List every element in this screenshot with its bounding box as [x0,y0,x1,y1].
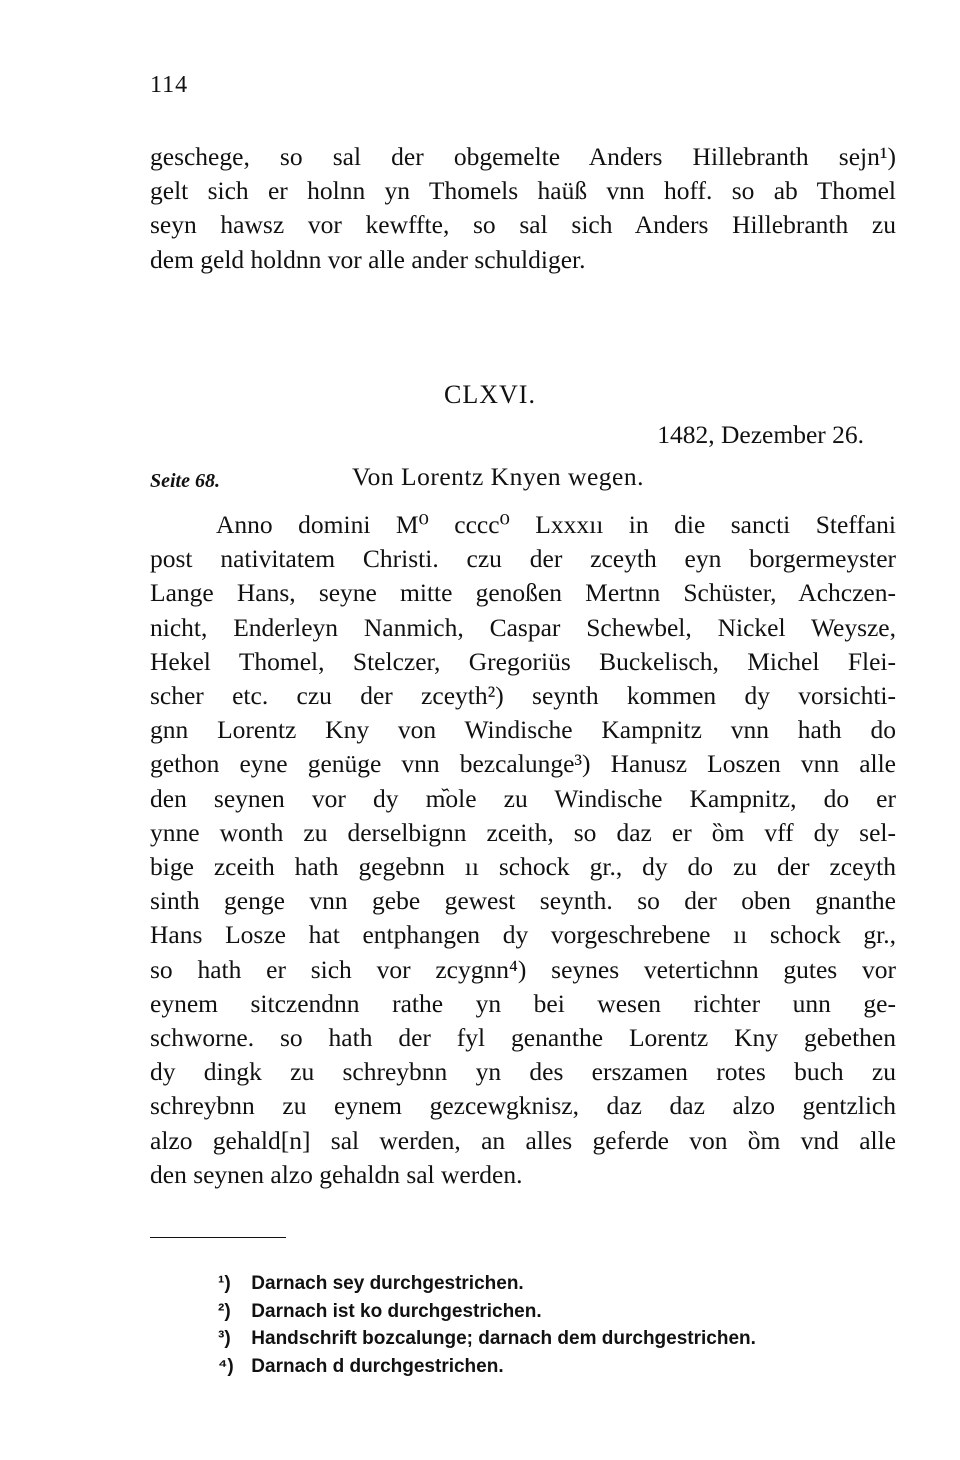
footnote [218,1298,756,1326]
footnotes [218,1270,756,1380]
text-line: eynem sitczendnn rathe yn bei wesen richter unn ge- [150,988,896,1018]
text-line: dy dingk zu schreybnn yn des erszamen rotes buch zu [150,1057,896,1087]
footnote-text: Darnach d durchgestrichen. [251,1355,504,1377]
text-line: Hekel Thomel, Stelczer, Gregoriüs Buckelisch, Michel Flei- [150,646,896,676]
text-line: Lange Hans, seyne mitte genoßen Mertnn Schüster, Achczen- [150,578,896,608]
footnote-text: Darnach sey durchgestrichen. [251,1273,524,1294]
text-line: post nativitatem Christi. czu der zceyth eyn borgermeyster [150,544,896,574]
footnote-marker: ³) [218,1328,231,1349]
page-number: 114 [150,72,189,98]
text-line: sinth genge vnn gebe gewest seynth. so der oben gnanthe [150,886,896,916]
text-line: schreybnn zu eynem gezcewgknisz, daz daz alzo gentzlich [150,1091,896,1121]
text-line: bige zceith hath gegebnn ıı schock gr., dy do zu der zceyth [150,852,896,882]
section-date: 1482, Dezember 26. [657,420,864,449]
text-line: gethon eyne genüge vnn bezcalunge³) Hanusz Loszen vnn alle [150,749,896,779]
footnote-marker: ¹) [218,1273,231,1294]
text-line: so hath er sich vor zcygnn⁴) seynes vetertichnn gutes vor [150,954,896,984]
footnote-text: Handschrift bozcalunge; darnach dem durchgestrichen. [251,1328,756,1349]
text-line: Hans Losze hat entphangen dy vorgeschrebene ıı schock gr., [150,920,896,950]
text-line: gelt sich er holnn yn Thomels haüß vnn hoff. so ab Thomel [150,176,896,206]
text-line: geschege, so sal der obgemelte Anders Hillebranth sejn¹) [150,142,896,171]
text-line: dem geld holdnn vor alle ander schuldiger. [150,244,586,274]
section-heading: Von Lorentz Knyen wegen. [352,462,644,491]
text-line: schworne. so hath der fyl genanthe Lorentz Kny gebethen [150,1023,896,1053]
footnote [218,1270,756,1298]
main-paragraph [150,508,896,1192]
text-line: alzo gehald[n] sal werden, an alles geferde von ȍm vnd alle [150,1125,896,1155]
text-line: den seynen vor dy m᷈ole zu Windische Kampnitz, do er [150,783,896,813]
section-number: CLXVI. [444,380,536,409]
text-line: ynne wonth zu derselbignn zceith, so daz er ȍm vff dy sel- [150,817,896,847]
text-line: gnn Lorentz Kny von Windische Kampnitz vnn hath do [150,715,896,745]
footnote [218,1325,756,1353]
top-paragraph [150,140,896,277]
text-line: den seynen alzo gehaldn sal werden. [150,1159,523,1189]
footnote [218,1353,756,1381]
text-line: scher etc. czu der zceyth²) seynth kommen dy vorsichti- [150,681,896,711]
footnote-rule [150,1237,286,1238]
text-line: nicht, Enderleyn Nanmich, Caspar Schewbel, Nickel Weysze, [150,612,896,642]
footnote-text: Darnach ist ko durchgestrichen. [251,1300,542,1322]
footnote-marker: ²) [218,1300,231,1322]
text-line: seyn hawsz vor kewffte, so sal sich Anders Hillebranth zu [150,210,896,240]
side-note: Seite 68. [150,470,220,492]
text-line: Anno domini M⁰ cccc⁰ Lxxxıı in die sancti Steffani [216,510,896,539]
footnote-marker: ⁴) [218,1355,234,1377]
